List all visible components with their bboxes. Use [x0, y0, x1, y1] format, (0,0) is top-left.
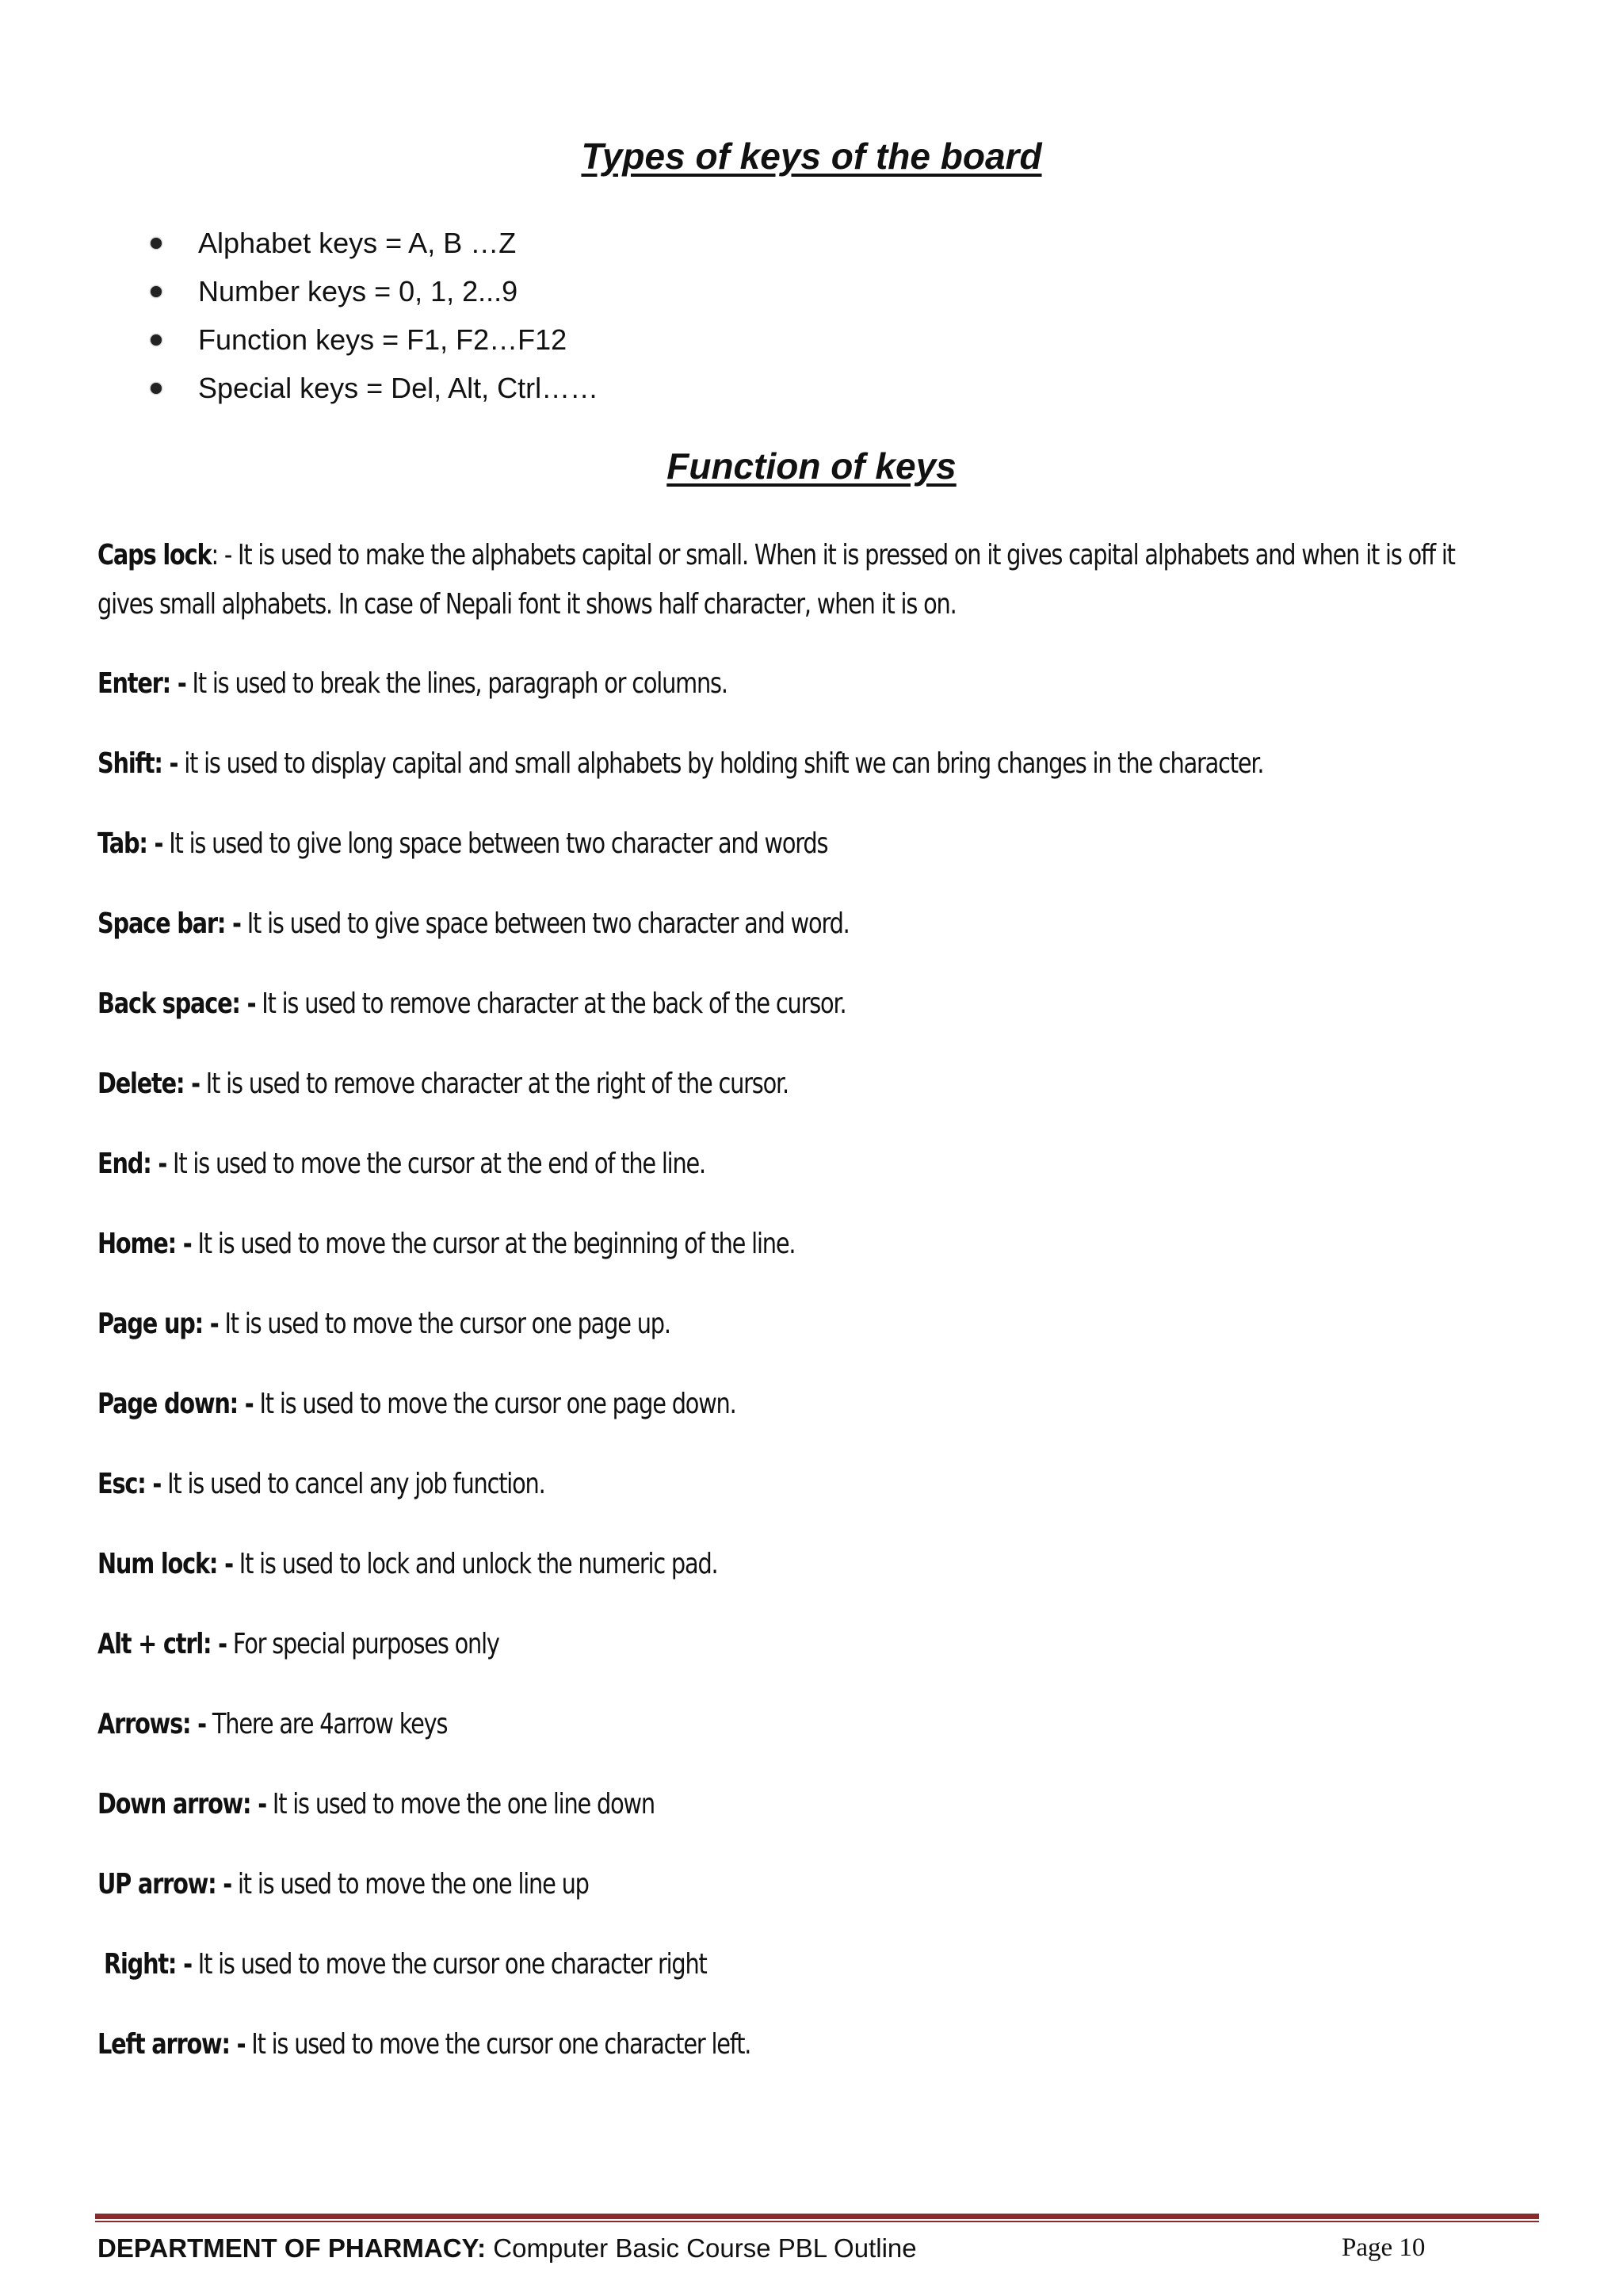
definition-term: Home: -	[97, 1228, 192, 1260]
list-item	[151, 272, 598, 320]
key-types-list	[151, 223, 598, 417]
definition-page-down	[97, 1380, 1524, 1429]
list-item	[151, 223, 598, 272]
definition-text: It is used to lock and unlock the numeric pad.	[232, 1548, 718, 1580]
list-item-text: Special keys = Del, Alt, Ctrl……	[198, 372, 599, 404]
definition-term: Delete: -	[97, 1068, 200, 1100]
definition-arrows	[97, 1700, 1524, 1749]
definition-space-bar	[97, 900, 1524, 949]
definition-term: Right: -	[104, 1948, 192, 1981]
definition-end	[97, 1140, 1524, 1189]
footer-divider	[95, 2214, 1539, 2219]
definition-page-up	[97, 1300, 1524, 1349]
definition-term: Page down: -	[97, 1388, 254, 1420]
definition-back-space	[97, 980, 1524, 1029]
definition-text: For special purposes only	[226, 1628, 499, 1660]
definition-text: It is used to move the one line down	[265, 1788, 655, 1820]
definition-alt-ctrl	[97, 1620, 1524, 1669]
list-item	[151, 369, 598, 417]
definition-text: It is used to move the cursor one page down.	[253, 1388, 736, 1420]
definition-text: It is used to break the lines, paragraph or columns.	[185, 667, 727, 700]
definition-term: Back space: -	[97, 988, 256, 1020]
list-item	[151, 320, 598, 369]
key-definitions	[97, 531, 1524, 2069]
definition-term: Page up: -	[97, 1308, 219, 1340]
definition-text: It is used to move the cursor one page up.	[218, 1308, 670, 1340]
definition-enter	[97, 659, 1524, 709]
footer-divider-thin	[95, 2221, 1539, 2222]
definition-text: It is used to remove character at the back of the cursor.	[255, 988, 846, 1020]
definition-num-lock	[97, 1540, 1524, 1589]
definition-text: It is used to remove character at the right of the cursor.	[199, 1068, 789, 1100]
definition-term: End: -	[97, 1148, 167, 1180]
definition-text: There are 4arrow keys	[205, 1708, 448, 1740]
definition-shift	[97, 739, 1524, 789]
definition-delete	[97, 1060, 1524, 1109]
definition-esc	[97, 1460, 1524, 1509]
definition-term: Enter: -	[97, 667, 186, 700]
list-item-text: Function keys = F1, F2…F12	[198, 323, 567, 356]
definition-text: It is used to move the cursor one character left.	[245, 2028, 751, 2061]
definition-left-arrow	[97, 2020, 1524, 2069]
section-title-key-functions: Function of keys	[666, 445, 957, 487]
section-title-key-types: Types of keys of the board	[581, 136, 1042, 177]
definition-term: Caps lock	[97, 539, 212, 571]
definition-down-arrow	[97, 1780, 1524, 1829]
definition-text: It is used to give long space between two character and words	[162, 827, 828, 860]
definition-text: it is used to move the one line up	[231, 1868, 589, 1901]
definition-term: Num lock: -	[97, 1548, 233, 1580]
footer-department: DEPARTMENT OF PHARMACY:	[97, 2233, 487, 2263]
definition-text: it is used to display capital and small alphabets by holding shift we can bring changes in the character.	[178, 747, 1264, 780]
definition-term: Down arrow: -	[97, 1788, 266, 1820]
definition-term: Tab: -	[97, 827, 163, 860]
definition-text: : - It is used to make the alphabets capital or small. When it is pressed on it gives capital alphabets and when it is off it gives small alphabets. In case of Nepali font it shows half character, when it is on.	[97, 539, 1455, 621]
footer-course: Computer Basic Course PBL Outline	[486, 2233, 917, 2263]
definition-term: Shift: -	[97, 747, 178, 780]
definition-term: Arrows: -	[97, 1708, 206, 1740]
definition-text: It is used to move the cursor one character right	[191, 1948, 707, 1981]
definition-text: It is used to move the cursor at the beginning of the line.	[191, 1228, 796, 1260]
definition-caps-lock	[97, 531, 1511, 629]
definition-term: Esc: -	[97, 1468, 162, 1500]
footer-text	[97, 2233, 917, 2264]
definition-term: UP arrow: -	[97, 1868, 232, 1901]
definition-term: Space bar: -	[97, 907, 241, 940]
definition-text: It is used to give space between two character and word.	[240, 907, 850, 940]
definition-tab	[97, 819, 1524, 869]
definition-home	[97, 1220, 1524, 1269]
bullet-icon	[151, 238, 162, 249]
definition-text: It is used to move the cursor at the end of the line.	[166, 1148, 705, 1180]
definition-term: Left arrow: -	[97, 2028, 246, 2061]
definition-term: Alt + ctrl: -	[97, 1628, 227, 1660]
list-item-text: Alphabet keys = A, B …Z	[198, 227, 517, 259]
bullet-icon	[151, 383, 162, 394]
list-item-text: Number keys = 0, 1, 2...9	[198, 275, 518, 308]
definition-text: It is used to cancel any job function.	[161, 1468, 545, 1500]
bullet-icon	[151, 334, 162, 346]
page-number: Page 10	[1342, 2233, 1426, 2262]
definition-right	[97, 1940, 1530, 1989]
bullet-icon	[151, 286, 162, 297]
definition-up-arrow	[97, 1860, 1524, 1909]
